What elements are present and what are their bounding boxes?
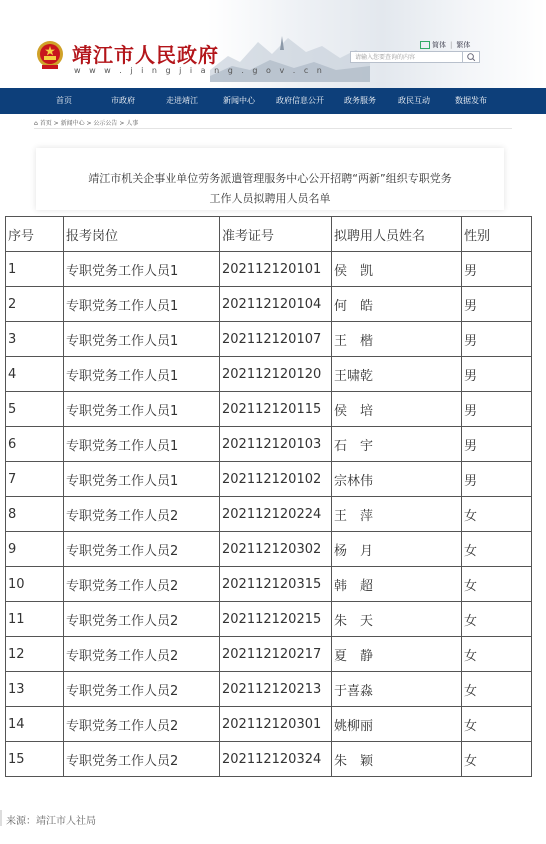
- cell-name: 朱 天: [332, 602, 462, 637]
- cell-gender: 女: [462, 497, 532, 532]
- hiring-list-table: [5, 216, 532, 777]
- cell-exam-id: 202112120103: [220, 427, 332, 462]
- header-number: 序号: [6, 217, 64, 252]
- cell-number: 14: [6, 707, 64, 742]
- cell-gender: 女: [462, 707, 532, 742]
- table-body: [6, 252, 532, 777]
- site-title[interactable]: 靖江市人民政府: [72, 43, 219, 67]
- cell-number: 9: [6, 532, 64, 567]
- cell-gender: 女: [462, 532, 532, 567]
- cell-number: 3: [6, 322, 64, 357]
- table-row: [6, 532, 532, 567]
- cell-exam-id: 202112120102: [220, 462, 332, 497]
- article-title-line-2: 工作人员拟聘用人员名单: [209, 192, 331, 205]
- cell-exam-id: 202112120104: [220, 287, 332, 322]
- cell-number: 8: [6, 497, 64, 532]
- nav-item-interaction[interactable]: 政民互动: [398, 96, 430, 105]
- article-title-line-1: 靖江市机关企事业单位劳务派遣管理服务中心公开招聘“两新”组织专职党务: [88, 172, 452, 185]
- national-emblem-icon: [36, 40, 64, 70]
- nav-item-home[interactable]: 首页: [56, 96, 72, 105]
- cell-number: 15: [6, 742, 64, 777]
- nav-item-city-government[interactable]: 市政府: [111, 96, 135, 105]
- header-name: 拟聘用人员姓名: [332, 217, 462, 252]
- cell-exam-id: 202112120315: [220, 567, 332, 602]
- cell-name: 侯 凯: [332, 252, 462, 287]
- cell-name: 王 萍: [332, 497, 462, 532]
- cell-exam-id: 202112120107: [220, 322, 332, 357]
- nav-item-news-center[interactable]: 新闻中心: [223, 96, 255, 105]
- simplified-chinese-link[interactable]: 简体: [432, 41, 446, 49]
- table-row: [6, 462, 532, 497]
- table-row: [6, 427, 532, 462]
- divider: [34, 128, 512, 129]
- table-row: [6, 357, 532, 392]
- cell-number: 6: [6, 427, 64, 462]
- cell-gender: 男: [462, 322, 532, 357]
- cell-name: 石 宇: [332, 427, 462, 462]
- cell-position: 专职党务工作人员1: [64, 427, 220, 462]
- cell-gender: 女: [462, 567, 532, 602]
- table-row: [6, 672, 532, 707]
- traditional-chinese-link[interactable]: 繁体: [456, 41, 471, 49]
- cell-exam-id: 202112120120: [220, 357, 332, 392]
- cell-exam-id: 202112120217: [220, 637, 332, 672]
- cell-number: 1: [6, 252, 64, 287]
- language-links: [420, 40, 470, 50]
- table-row: [6, 637, 532, 672]
- cell-number: 13: [6, 672, 64, 707]
- cell-gender: 男: [462, 287, 532, 322]
- home-icon: ⌂: [34, 120, 38, 127]
- cell-position: 专职党务工作人员1: [64, 357, 220, 392]
- cell-number: 10: [6, 567, 64, 602]
- source-bar: [0, 810, 2, 826]
- cell-name: 侯 培: [332, 392, 462, 427]
- cell-name: 宗林伟: [332, 462, 462, 497]
- cell-number: 4: [6, 357, 64, 392]
- table-row: [6, 707, 532, 742]
- cell-position: 专职党务工作人员1: [64, 287, 220, 322]
- cell-exam-id: 202112120215: [220, 602, 332, 637]
- breadcrumb[interactable]: [34, 118, 138, 127]
- cell-position: 专职党务工作人员1: [64, 462, 220, 497]
- cell-position: 专职党务工作人员2: [64, 567, 220, 602]
- cell-name: 王 楷: [332, 322, 462, 357]
- table-row: [6, 322, 532, 357]
- table-row: [6, 287, 532, 322]
- cell-exam-id: 202112120213: [220, 672, 332, 707]
- cell-position: 专职党务工作人员2: [64, 637, 220, 672]
- site-url: w w w . j i n g j i a n g . g o v . c n: [74, 66, 325, 75]
- table-row: [6, 252, 532, 287]
- language-icon: [420, 41, 430, 49]
- table-header-row: [6, 217, 532, 252]
- cell-gender: 女: [462, 742, 532, 777]
- cell-exam-id: 202112120301: [220, 707, 332, 742]
- cell-exam-id: 202112120302: [220, 532, 332, 567]
- cell-name: 夏 静: [332, 637, 462, 672]
- search-icon[interactable]: [462, 51, 480, 63]
- search-input[interactable]: 请输入您要查询的内容: [350, 51, 480, 63]
- main-nav: [0, 88, 546, 114]
- cell-gender: 女: [462, 672, 532, 707]
- cell-position: 专职党务工作人员1: [64, 252, 220, 287]
- cell-position: 专职党务工作人员2: [64, 672, 220, 707]
- nav-item-gov-services[interactable]: 政务服务: [344, 96, 376, 105]
- cell-position: 专职党务工作人员2: [64, 707, 220, 742]
- cell-gender: 男: [462, 392, 532, 427]
- nav-item-data-release[interactable]: 数据发布: [455, 96, 487, 105]
- cell-gender: 女: [462, 637, 532, 672]
- cell-name: 王啸乾: [332, 357, 462, 392]
- header-gender: 性别: [462, 217, 532, 252]
- breadcrumb-text: 首页 > 新闻中心 > 公示公告 > 人事: [39, 120, 139, 127]
- cell-position: 专职党务工作人员1: [64, 392, 220, 427]
- cell-exam-id: 202112120101: [220, 252, 332, 287]
- header-exam-id: 准考证号: [220, 217, 332, 252]
- cell-name: 韩 超: [332, 567, 462, 602]
- cell-position: 专职党务工作人员2: [64, 497, 220, 532]
- cell-exam-id: 202112120224: [220, 497, 332, 532]
- header-position: 报考岗位: [64, 217, 220, 252]
- cell-position: 专职党务工作人员2: [64, 742, 220, 777]
- cell-number: 7: [6, 462, 64, 497]
- cell-number: 11: [6, 602, 64, 637]
- link-separator: |: [450, 41, 453, 49]
- table-row: [6, 567, 532, 602]
- table-row: [6, 392, 532, 427]
- cell-position: 专职党务工作人员1: [64, 322, 220, 357]
- cell-gender: 男: [462, 427, 532, 462]
- cell-gender: 男: [462, 357, 532, 392]
- source-text: 来源：靖江市人社局: [6, 816, 96, 827]
- cell-name: 朱 颖: [332, 742, 462, 777]
- article-title-panel: [36, 148, 504, 210]
- cell-gender: 男: [462, 252, 532, 287]
- nav-item-about-jingjiang[interactable]: 走进靖江: [166, 96, 198, 105]
- cell-position: 专职党务工作人员2: [64, 532, 220, 567]
- cell-gender: 男: [462, 462, 532, 497]
- cell-name: 于喜淼: [332, 672, 462, 707]
- cell-name: 何 皓: [332, 287, 462, 322]
- table-row: [6, 497, 532, 532]
- cell-position: 专职党务工作人员2: [64, 602, 220, 637]
- cell-number: 2: [6, 287, 64, 322]
- cell-gender: 女: [462, 602, 532, 637]
- cell-number: 5: [6, 392, 64, 427]
- cell-name: 姚柳丽: [332, 707, 462, 742]
- table-row: [6, 602, 532, 637]
- cell-name: 杨 月: [332, 532, 462, 567]
- cell-exam-id: 202112120324: [220, 742, 332, 777]
- nav-item-gov-info[interactable]: 政府信息公开: [276, 96, 324, 105]
- cell-exam-id: 202112120115: [220, 392, 332, 427]
- site-header: [0, 0, 546, 88]
- cell-number: 12: [6, 637, 64, 672]
- table-row: [6, 742, 532, 777]
